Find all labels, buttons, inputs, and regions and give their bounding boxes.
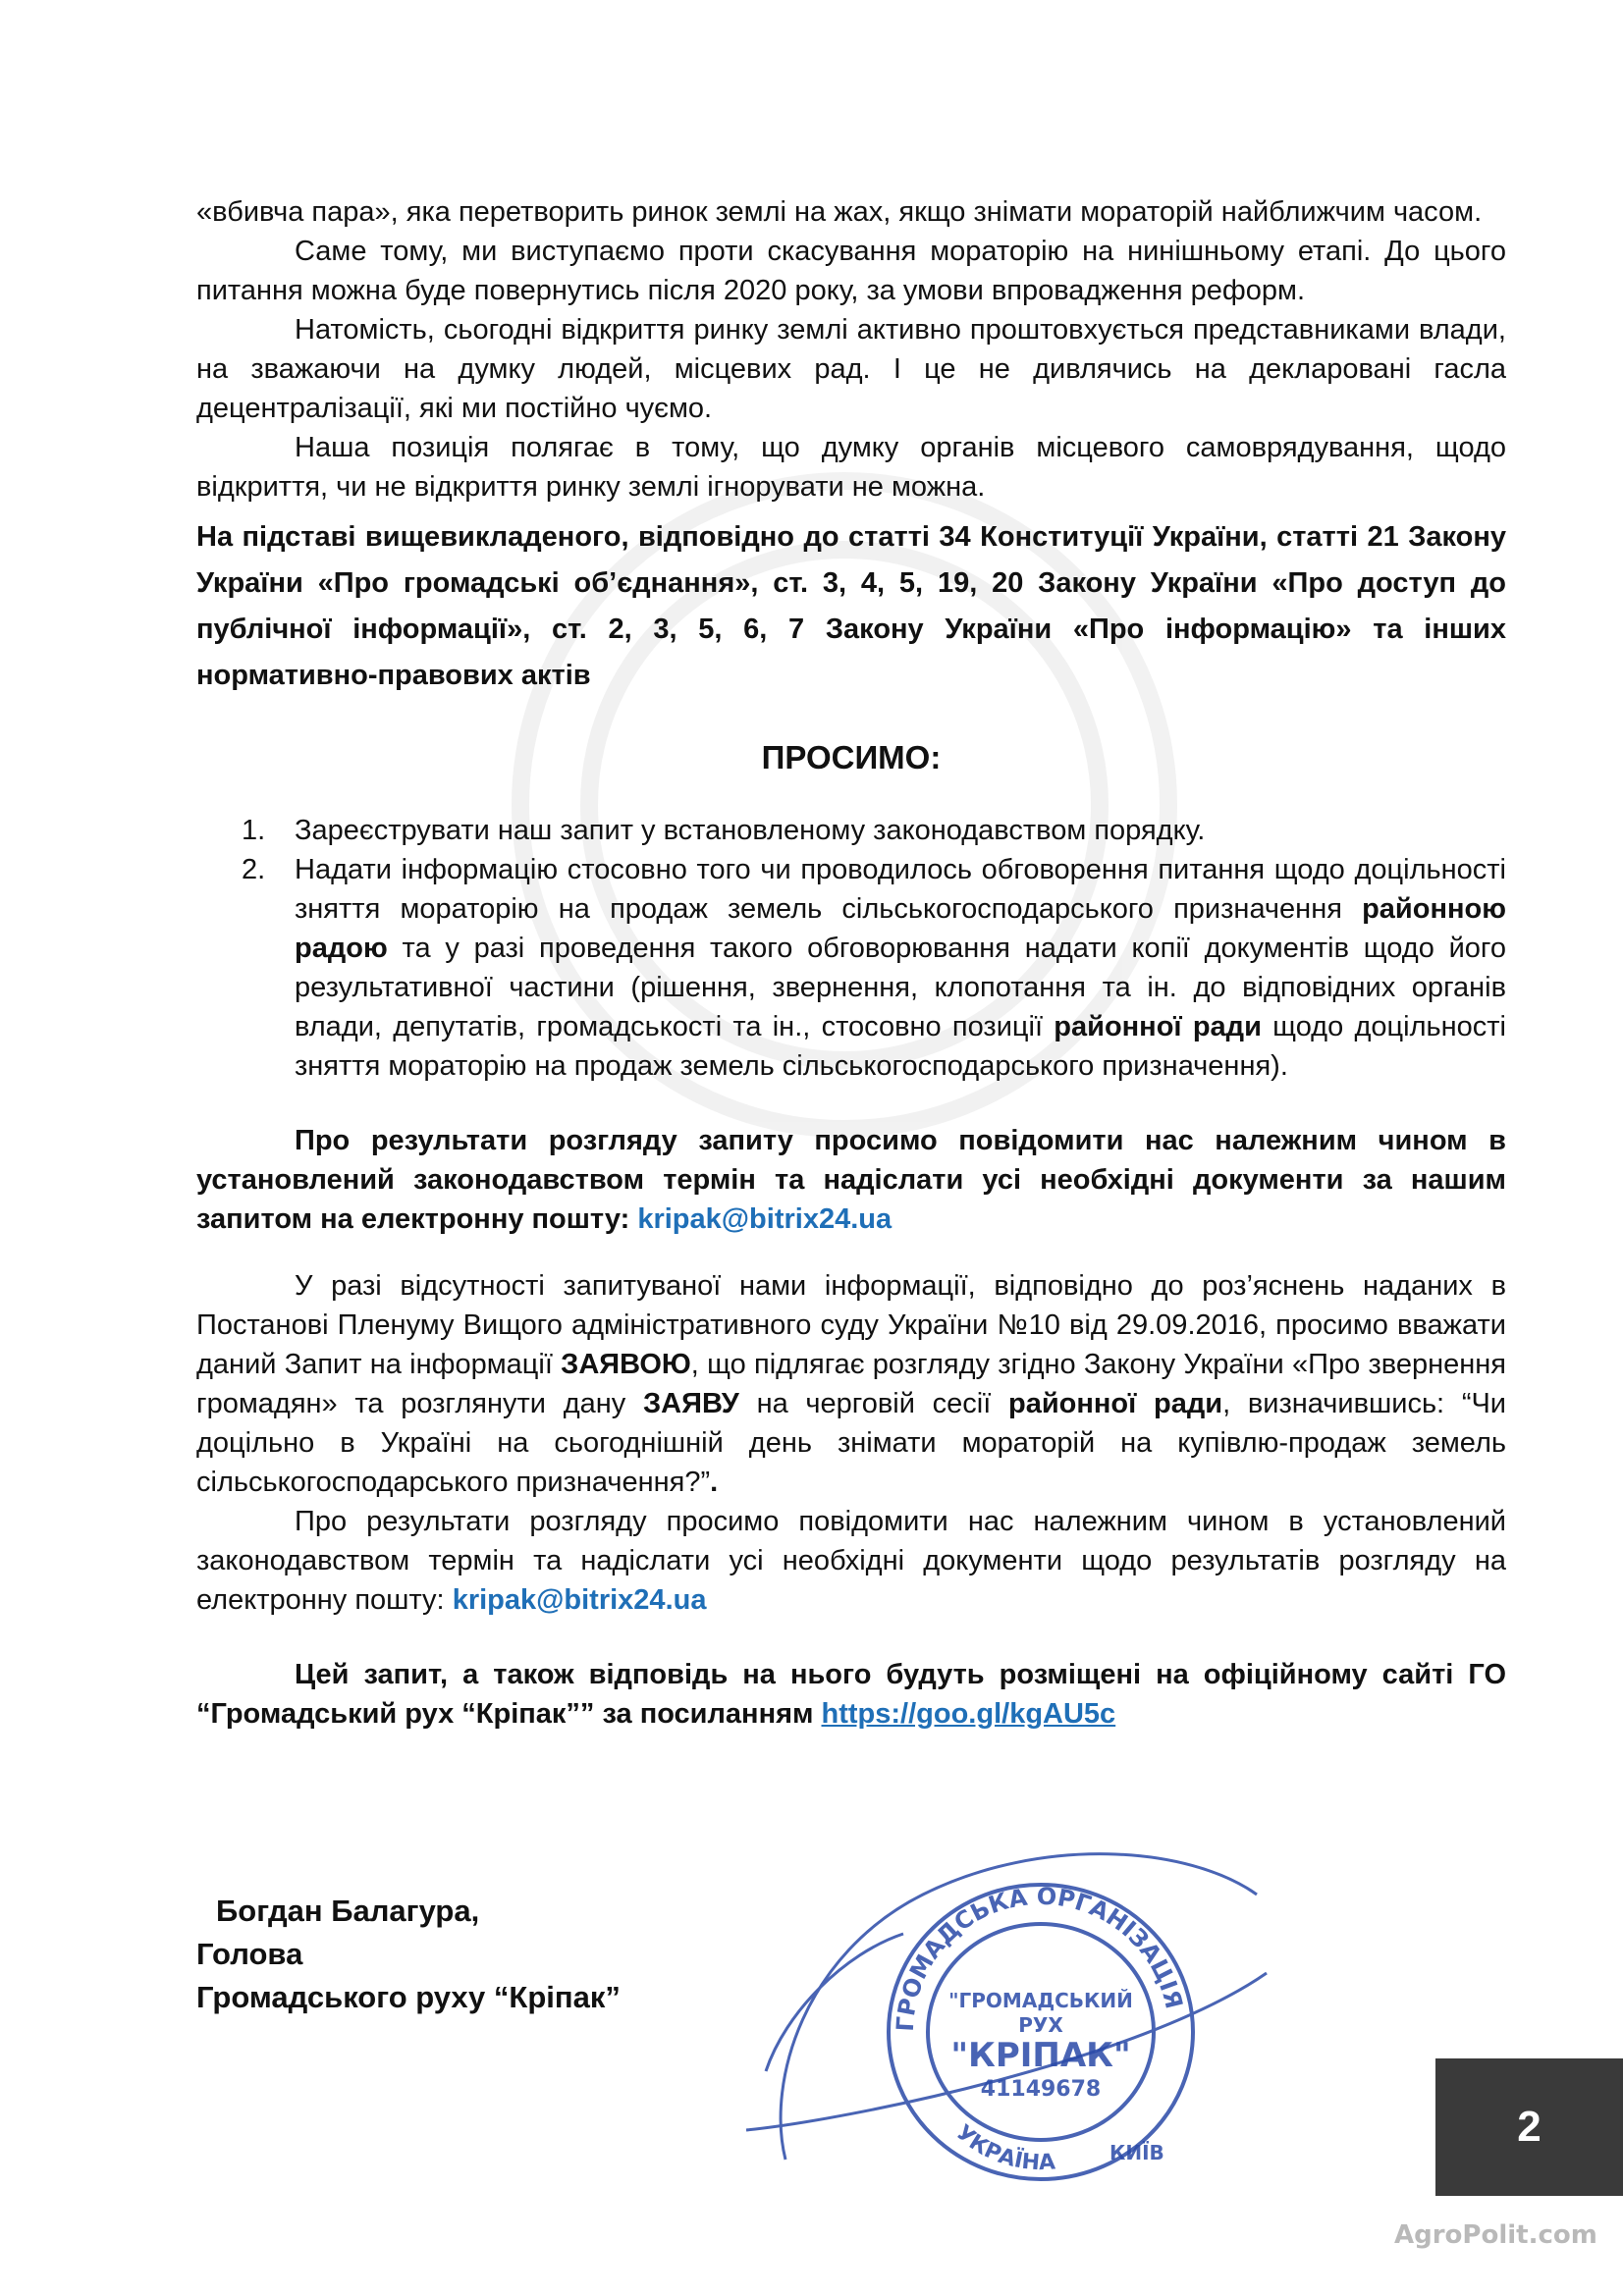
list-item-text: щодо доцільності зняття мораторію на продаж земель сільськогосподарського призначення). xyxy=(295,1011,1506,1082)
list-item xyxy=(196,850,1506,1086)
stamp-seal-icon xyxy=(727,1836,1276,2189)
document-body xyxy=(196,192,1506,1734)
paragraph-continuation: «вбивча пара», яка перетворить ринок землі на жах, якщо знімати мораторій найближчим часом. xyxy=(196,196,1483,228)
emphasis-statement-2: ЗАЯВУ xyxy=(643,1388,739,1419)
email-link[interactable]: kripak@bitrix24.ua xyxy=(637,1203,893,1235)
page-number: 2 xyxy=(1435,2058,1623,2196)
list-number: 1. xyxy=(242,815,266,846)
absent-text: У разі відсутності запитуваної нами інформації, відповідно до роз’яснень наданих в Постанові Пленуму Вищого адміністративного суду України №10 від 29.09.2016, просимо вважати даний Запит на інформації xyxy=(196,1270,1506,1380)
publish-text: Цей запит, а також відповідь на нього будуть розміщені на офіційному сайті ГО “Громадський рух “Кріпак”” за посиланням xyxy=(196,1659,1506,1730)
emphasis-district-council: районною радою xyxy=(295,893,1506,964)
notify-text: Про результати розгляду запиту просимо повідомити нас належним чином в установлений законодавством термін та надіслати усі необхідні документи за нашим запитом на електронну пошту: xyxy=(196,1125,1506,1235)
absent-text: на черговій сесії xyxy=(738,1388,1008,1419)
list-number: 2. xyxy=(242,854,266,885)
paragraph-notify xyxy=(196,1121,1506,1239)
absent-text: , що підлягає розгляду згідно Закону України «Про звернення громадян» та розглянути дану xyxy=(196,1349,1506,1419)
paragraph-oppose: Саме тому, ми виступаємо проти скасування мораторію на нинішньому етапі. До цього питання можна буде повернутись після 2020 року, за умови впровадження реформ. xyxy=(196,236,1506,306)
stamp-line2: РУХ xyxy=(1018,2013,1063,2037)
emphasis-district-council-3: районної ради xyxy=(1007,1388,1223,1419)
email-link-2[interactable]: kripak@bitrix24.ua xyxy=(452,1584,707,1616)
stamp-code: 41149678 xyxy=(980,2077,1102,2102)
absent-text: , визначившись: “Чи доцільно в Україні на сьогоднішній день знімати мораторій на купівлю-продаж земель сільськогосподарського призначення?” xyxy=(196,1388,1507,1498)
paragraph-legal-basis: На підставі вищевикладеного, відповідно до статті 34 Конституції України, статті 21 Закону України «Про громадські об’єднання», ст. 3, 4, 5, 19, 20 Закону України «Про доступ до публічної інформації», ст. 2, 3, 5, 6, 7 Закону України «Про інформацію» та інших нормативно-правових актів xyxy=(196,521,1506,691)
paragraph-publish xyxy=(196,1655,1506,1734)
signer-name: Богдан Балагура, xyxy=(216,1894,480,1928)
stamp-outer-text: ГРОМАДСЬКА ОРГАНІЗАЦІЯ xyxy=(891,1882,1188,2033)
results-text: Про результати розгляду просимо повідомити нас належним чином в установлений законодавством термін та надіслати усі необхідні документи щодо результатів розгляду на електронну пошту: xyxy=(196,1506,1506,1616)
watermark-text: AgroPolit.com xyxy=(1394,2220,1597,2250)
stamp-city-text: КИЇВ xyxy=(1109,2141,1164,2164)
emphasis-district-council-2: районної ради xyxy=(1054,1011,1262,1042)
list-item-text: Надати інформацію стосовно того чи проводилось обговорення питання щодо доцільності зняття мораторію на продаж земель сільськогосподарського призначення xyxy=(295,854,1506,925)
paragraph-results xyxy=(196,1502,1506,1620)
list-item xyxy=(196,811,1506,850)
paragraph-absent xyxy=(196,1266,1506,1502)
stamp-line1: "ГРОМАДСЬКИЙ xyxy=(948,1989,1133,2012)
signature-block xyxy=(196,1890,621,2019)
list-item-text: Зареєструвати наш запит у встановленому законодавством порядку. xyxy=(295,815,1206,846)
stamp-bottom-text: УКРАЇНА xyxy=(950,2120,1056,2176)
site-link[interactable]: https://goo.gl/kgAU5c xyxy=(821,1698,1116,1730)
emphasis-statement: ЗАЯВОЮ xyxy=(561,1349,691,1380)
svg-text:УКРАЇНА xyxy=(951,2120,1056,2175)
stamp-line3: "КРІПАК" xyxy=(950,2036,1131,2075)
request-list xyxy=(196,811,1506,1086)
signer-title: Голова xyxy=(196,1937,303,1971)
absent-text-end: . xyxy=(710,1467,719,1498)
paragraph-instead: Натомість, сьогодні відкриття ринку землі активно проштовхується представниками влади, на зважаючи на думку людей, місцевих рад. І це не дивлячись на декларовані гасла децентралізації, які ми постійно чуємо. xyxy=(196,314,1506,424)
heading-request: ПРОСИМО: xyxy=(761,739,942,775)
list-item-text: та у разі проведення такого обговорювання надати копії документів щодо його результативної частини (рішення, звернення, клопотання та ін. до відповідних органів влади, депутатів, громадськості та ін., стосовно позиції xyxy=(295,933,1506,1042)
signer-org: Громадського руху “Кріпак” xyxy=(196,1980,621,2014)
paragraph-position: Наша позиція полягає в тому, що думку органів місцевого самоврядування, щодо відкриття, чи не відкриття ринку землі ігнорувати не можна. xyxy=(196,432,1506,503)
